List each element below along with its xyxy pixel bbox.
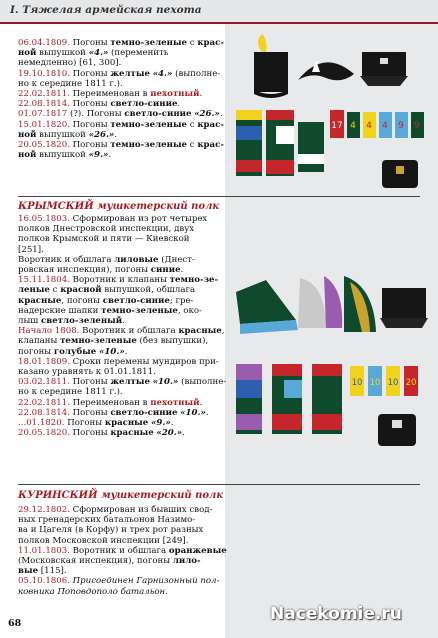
- text-run: .: [205, 407, 209, 418]
- text-line: [18, 367, 223, 377]
- text-block-kurinsky: [18, 505, 227, 597]
- section-title-crimean: [18, 201, 219, 212]
- text-run: Погоны: [72, 407, 111, 418]
- text-run: ,: [221, 326, 225, 337]
- page-number: 68: [8, 618, 22, 629]
- uniform-collar-icon: [312, 364, 342, 434]
- text-run: ной: [18, 150, 37, 161]
- text-line: [18, 576, 223, 586]
- text-line: [18, 109, 223, 119]
- entry-date: 29.12.1802.: [18, 505, 73, 515]
- shoulder-strap-lightblue: [379, 112, 392, 138]
- strap-number: 4: [382, 121, 388, 131]
- text-run: (выполне-: [178, 377, 227, 388]
- shoulder-strap-yellow: [350, 366, 364, 396]
- text-run: .: [122, 316, 125, 327]
- text-run: .: [199, 89, 203, 100]
- text-run: (выполне-: [172, 68, 221, 79]
- text-run: голубые: [53, 346, 97, 357]
- entry-date: 18.01.1809.: [18, 356, 73, 367]
- text-line: [18, 48, 223, 58]
- text-line: [18, 587, 223, 597]
- text-run: темно-зеленые: [101, 305, 178, 316]
- text-run: но к середине 1811 г.).: [18, 387, 123, 398]
- text-run: светло-синие: [110, 407, 178, 418]
- text-run: Воротник и обшлага: [82, 326, 179, 337]
- text-run: ; гре-: [169, 295, 194, 306]
- shoulder-strap-green: [347, 112, 360, 138]
- strap-number: 4: [366, 121, 372, 131]
- uniform-illustration-crimean: [232, 268, 432, 468]
- text-line: [18, 525, 223, 535]
- entry-date: 22.02.1811.: [18, 89, 73, 100]
- text-run: крас-: [197, 140, 224, 151]
- strap-number: 20: [405, 378, 417, 388]
- grenadier-cap-icon: [236, 280, 298, 334]
- text-run: .: [199, 397, 203, 408]
- text-line: [18, 418, 223, 428]
- text-line: [18, 566, 223, 576]
- uniform-collar-icon: [272, 364, 302, 434]
- strap-number: 9: [398, 121, 404, 131]
- text-line: [18, 275, 223, 285]
- text-run: темно-зеленые: [60, 336, 137, 347]
- entry-date: 20.05.1820.: [18, 428, 73, 439]
- text-run: Погоны: [72, 377, 111, 388]
- text-line: [18, 296, 223, 306]
- text-run: лиловые: [114, 254, 159, 265]
- text-line: [18, 38, 223, 48]
- regiment-name: КУРИНСКИЙ: [18, 490, 98, 501]
- text-run: красные: [178, 326, 222, 337]
- text-run: ной: [18, 129, 37, 140]
- strap-number: 17: [331, 121, 343, 131]
- text-line: [18, 89, 223, 99]
- entry-date: 03.02.1811.: [18, 377, 73, 388]
- text-line: [18, 536, 223, 546]
- shoulder-strap-green: [411, 112, 424, 138]
- entry-date: 05.10.1806.: [18, 576, 73, 587]
- entry-date: 16.05.1803.: [18, 214, 73, 224]
- text-run: леные: [18, 285, 50, 296]
- text-block-top: [18, 38, 223, 160]
- text-line: [18, 99, 223, 109]
- shako-icon: [254, 34, 288, 98]
- text-run: лило-: [172, 556, 201, 567]
- shoulder-strap-yellow: [363, 112, 376, 138]
- text-run: «4.»: [152, 68, 173, 79]
- entry-date: 19.10.1810.: [18, 68, 73, 79]
- text-run: полков Московской инспекции [249].: [18, 535, 189, 546]
- cuff-icon: [298, 122, 324, 172]
- entry-date: 22.02.1811.: [18, 397, 73, 408]
- text-run: казано уравнять к 01.01.1811.: [18, 367, 156, 378]
- text-run: Воротник и обшлага: [72, 545, 169, 556]
- text-line: [18, 120, 223, 130]
- shoulder-strap-lightblue: [368, 366, 382, 396]
- text-run: с: [187, 119, 198, 130]
- text-line: [18, 150, 223, 160]
- shoulder-strap-lightblue: [395, 112, 408, 138]
- text-run: Переименован в: [72, 89, 151, 100]
- text-run: ковника Поповдополо батальон.: [18, 586, 168, 597]
- shako-icon: [360, 52, 408, 86]
- text-line: [18, 285, 223, 295]
- text-line: [18, 357, 223, 367]
- uniform-illustration-top: [232, 30, 432, 195]
- section-rule-kurinsky: [18, 484, 420, 485]
- uniform-collar-icon: [266, 110, 294, 176]
- bicorne-icon: [298, 60, 354, 80]
- shoulder-strap-red: [404, 366, 418, 396]
- text-run: (без выпушки),: [136, 336, 209, 347]
- text-run: выпушкой: [36, 150, 89, 161]
- text-run: «10.»: [180, 407, 206, 418]
- entry-date: 11.01.1803.: [18, 545, 73, 556]
- text-run: ной: [18, 48, 37, 59]
- text-run: крас-: [197, 38, 224, 48]
- uniform-collar-icon: [236, 364, 262, 434]
- text-run: «20.»: [156, 428, 183, 439]
- text-run: лыш: [18, 316, 42, 327]
- text-run: красные: [18, 295, 62, 306]
- entry-date: 20.05.1820.: [18, 140, 73, 151]
- text-run: .: [114, 129, 118, 140]
- text-run: «26.»: [194, 109, 220, 120]
- text-line: [18, 556, 223, 566]
- text-run: темно-зеленые: [110, 119, 188, 130]
- text-line: [18, 515, 223, 525]
- strap-number: 4: [350, 121, 356, 131]
- entry-date: ...01.1820.: [18, 418, 68, 429]
- regiment-name: КРЫМСКИЙ: [18, 201, 94, 212]
- text-run: выпушкой: [36, 48, 89, 59]
- regiment-type: мушкетерский полк: [101, 490, 224, 501]
- text-line: [18, 224, 223, 234]
- text-run: Погоны: [72, 119, 111, 130]
- text-run: .: [170, 418, 174, 429]
- uniform-collar-icon: [236, 110, 262, 176]
- text-run: крас-: [197, 119, 224, 130]
- running-header: [0, 0, 438, 22]
- text-run: .: [108, 150, 112, 161]
- shako-icon: [380, 288, 428, 328]
- text-run: .: [219, 109, 223, 120]
- text-run: выпушкой, обшлага: [101, 285, 196, 296]
- text-line: [18, 377, 227, 388]
- text-line: [18, 245, 223, 255]
- text-run: Воротник и обшлага: [18, 254, 115, 265]
- entry-date: Начало 1808.: [18, 326, 83, 337]
- text-run: «10.»: [99, 346, 125, 357]
- text-run: красные: [104, 418, 149, 429]
- text-run: «10.»: [152, 377, 179, 388]
- text-line: [18, 326, 223, 336]
- text-run: с: [49, 285, 61, 296]
- text-run: ровская инспекция), погоны: [18, 265, 151, 276]
- text-run: светло-синие: [102, 295, 170, 306]
- text-run: темно-зеленые: [110, 140, 188, 151]
- chapter-title: I. Тяжелая армейская пехота: [10, 4, 202, 16]
- text-run: (переменить: [108, 48, 169, 59]
- text-run: синие: [150, 265, 181, 276]
- text-run: .: [177, 99, 181, 110]
- text-line: [18, 255, 223, 265]
- text-run: .: [180, 265, 184, 276]
- grenadier-cap-icon: [298, 276, 342, 328]
- regiment-type: мушкетерский полк: [97, 201, 220, 212]
- text-run: пехотный: [150, 397, 200, 408]
- text-line: [18, 140, 223, 150]
- shoulder-strap-yellow: [386, 366, 400, 396]
- text-line: [18, 428, 223, 438]
- text-run: «4.»: [88, 48, 109, 59]
- text-run: Сформирован из бывших свод-: [72, 505, 213, 515]
- text-run: немедленно) [61, 300].: [18, 58, 122, 69]
- text-run: Погоны: [72, 38, 111, 48]
- text-block-crimean: [18, 214, 227, 439]
- cartridge-pouch-icon: [378, 414, 416, 446]
- text-run: светло-зеленый: [41, 316, 123, 327]
- text-run: темно-зе-: [169, 275, 219, 286]
- text-line: [18, 130, 223, 140]
- strap-number: 10: [387, 378, 399, 388]
- strap-number: 10: [369, 378, 381, 388]
- text-run: .: [182, 428, 185, 439]
- text-run: полков Днестровской инспекции, двух: [18, 224, 195, 235]
- text-run: ных гренадерских батальонов Назимо-: [18, 515, 196, 526]
- text-run: Погоны: [72, 140, 111, 151]
- section-rule-crimean: [18, 196, 420, 197]
- text-line: [18, 387, 223, 397]
- text-line: [18, 58, 223, 68]
- text-run: , погоны: [61, 295, 103, 306]
- text-run: красной: [60, 285, 102, 296]
- text-run: клапаны: [18, 336, 61, 347]
- text-line: [18, 336, 223, 346]
- text-run: [115].: [38, 566, 67, 577]
- text-run: надерские шапки: [18, 305, 102, 316]
- text-run: светло-синие: [110, 99, 178, 110]
- cartridge-pouch-icon: [382, 160, 418, 188]
- entry-date: 22.08.1814.: [18, 99, 73, 110]
- text-line: [18, 505, 223, 515]
- text-run: светло-синие: [124, 109, 192, 120]
- text-run: но к середине 1811 г.).: [18, 78, 123, 89]
- text-run: пехотный: [150, 89, 200, 100]
- text-line: [18, 69, 223, 79]
- text-run: темно-зеленые: [110, 38, 188, 48]
- text-line: [18, 545, 227, 556]
- text-run: Сроки перемены мундиров при-: [72, 356, 219, 367]
- text-run: (Днест-: [158, 254, 195, 265]
- text-run: (?). Погоны: [69, 109, 125, 120]
- entry-date: 15.01.1820.: [18, 119, 73, 130]
- text-run: выпушкой: [36, 129, 89, 140]
- text-run: Сформирован из рот четырех: [72, 214, 208, 224]
- text-run: Воротник и клапаны: [72, 275, 170, 286]
- text-line: [18, 347, 223, 357]
- text-line: [18, 316, 223, 326]
- text-run: «26.»: [88, 129, 115, 140]
- text-run: , око-: [177, 305, 202, 316]
- text-line: [18, 408, 223, 418]
- shoulder-strap-red: [330, 110, 344, 138]
- text-run: желтые: [110, 377, 150, 388]
- text-run: ва и Цагеля (в Корфу) и трех рот разных: [18, 525, 204, 536]
- text-run: Погоны: [72, 99, 111, 110]
- text-run: погоны: [18, 346, 54, 357]
- text-line: [18, 398, 223, 408]
- entry-date: 22.08.1814.: [18, 407, 73, 418]
- text-run: Погоны: [67, 418, 105, 429]
- text-run: желтые: [110, 68, 150, 79]
- text-run: с: [187, 140, 198, 151]
- grenadier-cap-icon: [344, 276, 376, 332]
- entry-date: 15.11.1804.: [18, 275, 73, 286]
- entry-date: 01.07.1817: [18, 109, 70, 120]
- text-line: [18, 234, 223, 244]
- text-run: оранжевые: [168, 545, 227, 556]
- text-run: Переименован в: [72, 397, 151, 408]
- text-line: [18, 265, 223, 275]
- text-line: [18, 79, 223, 89]
- text-run: вые: [18, 566, 39, 577]
- text-run: [251].: [18, 244, 44, 255]
- text-run: (Московская инспекция), погоны: [18, 556, 173, 567]
- text-run: Присоединен Гарнизонный пол-: [72, 576, 220, 587]
- strap-number: 10: [351, 378, 363, 388]
- text-run: Погоны: [72, 428, 111, 439]
- text-run: с: [187, 38, 198, 48]
- text-run: .: [124, 346, 128, 357]
- text-run: полков Крымской и пяти — Киевской: [18, 234, 190, 245]
- watermark: Nacekomie.ru: [270, 604, 402, 624]
- text-run: Погоны: [72, 68, 111, 79]
- section-title-kurinsky: [18, 490, 223, 501]
- text-line: [18, 214, 223, 224]
- text-run: красные: [110, 428, 154, 439]
- text-run: «9.»: [88, 150, 109, 161]
- text-line: [18, 306, 223, 316]
- entry-date: 06.04.1809.: [18, 38, 73, 48]
- strap-number: 9: [414, 121, 420, 131]
- text-run: «9.»: [150, 418, 171, 429]
